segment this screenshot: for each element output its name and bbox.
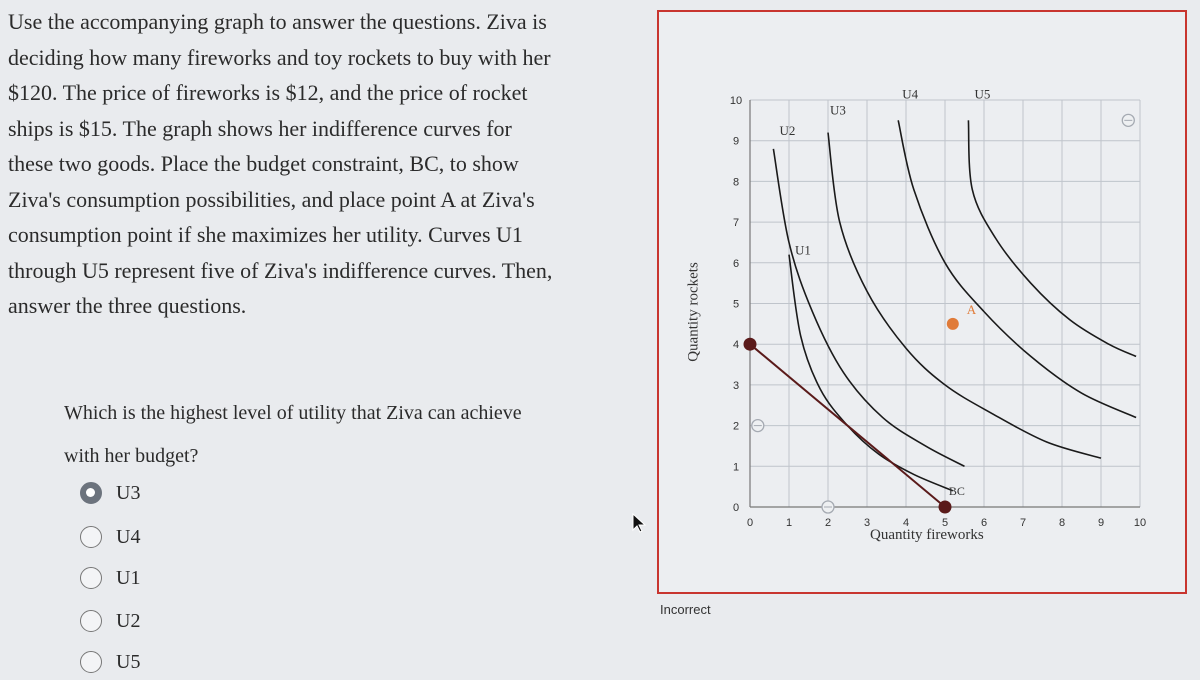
x-tick-label: 5 xyxy=(941,517,949,529)
option-u1[interactable] xyxy=(80,564,140,592)
option-u3[interactable] xyxy=(80,479,140,507)
option-label: U5 xyxy=(116,650,141,673)
radio-button[interactable] xyxy=(80,526,102,548)
option-u4[interactable] xyxy=(80,523,140,551)
x-tick-label: 7 xyxy=(1019,517,1027,529)
option-label: U3 xyxy=(116,481,141,504)
graph-panel xyxy=(657,10,1187,594)
indifference-curve-label: U4 xyxy=(902,86,919,102)
option-label: U1 xyxy=(116,566,141,589)
x-tick-label: 2 xyxy=(824,517,832,529)
point-a-label: A xyxy=(966,301,977,317)
question-line: answer the three questions. xyxy=(8,293,247,318)
question-line: through U5 represent five of Ziva's indifference curves. Then, xyxy=(8,257,553,283)
y-axis-label: Quantity rockets xyxy=(685,262,702,362)
subquestion-line: Which is the highest level of utility that Ziva can achieve xyxy=(64,402,522,424)
option-label: U4 xyxy=(116,525,141,548)
indifference-curve-label: U3 xyxy=(830,102,846,118)
option-u2[interactable] xyxy=(80,607,140,635)
x-tick-label: 4 xyxy=(902,517,910,529)
radio-button-selected[interactable] xyxy=(80,482,102,504)
x-tick-label: 0 xyxy=(746,517,754,529)
budget-endpoint-marker[interactable] xyxy=(939,501,952,514)
x-tick-label: 8 xyxy=(1058,517,1066,529)
question-line: Use the accompanying graph to answer the questions. Ziva is xyxy=(8,9,547,34)
option-label: U2 xyxy=(116,609,141,632)
y-tick-label: 6 xyxy=(732,257,740,270)
subquestion-text xyxy=(64,392,624,478)
indifference-curve-label: U5 xyxy=(974,86,991,102)
indifference-curve-label: U1 xyxy=(795,242,811,258)
x-tick-label: 9 xyxy=(1097,517,1105,529)
question-line: deciding how many fireworks and toy rockets to buy with her xyxy=(8,44,551,70)
feedback-text: Incorrect xyxy=(660,602,711,617)
x-tick-label: 3 xyxy=(863,517,871,529)
y-tick-label: 0 xyxy=(732,502,740,514)
x-axis-label: Quantity fireworks xyxy=(870,527,984,543)
radio-button[interactable] xyxy=(80,567,102,589)
x-tick-label: 6 xyxy=(980,517,988,529)
radio-button[interactable] xyxy=(80,651,102,673)
question-text xyxy=(8,4,628,324)
radio-button[interactable] xyxy=(80,610,102,632)
y-tick-label: 4 xyxy=(732,339,740,352)
option-u5[interactable] xyxy=(80,648,140,676)
indifference-curve-label: U2 xyxy=(779,122,796,138)
question-line: ships is $15. The graph shows her indifference curves for xyxy=(8,115,512,141)
mouse-pointer-icon xyxy=(630,512,650,534)
question-line: these two goods. Place the budget constraint, BC, to show xyxy=(8,151,519,176)
budget-endpoint-marker[interactable] xyxy=(744,338,757,351)
y-tick-label: 3 xyxy=(732,379,740,392)
y-tick-label: 5 xyxy=(732,298,740,311)
point-a-marker[interactable] xyxy=(947,318,959,330)
question-line: $120. The price of fireworks is $12, and the price of rocket xyxy=(8,80,528,105)
x-tick-label: 10 xyxy=(1133,517,1147,529)
y-tick-label: 1 xyxy=(732,461,740,474)
y-tick-label: 8 xyxy=(732,176,740,189)
subquestion-line: with her budget? xyxy=(64,445,199,467)
question-line: consumption point if she maximizes her utility. Curves U1 xyxy=(8,222,523,247)
y-tick-label: 10 xyxy=(729,95,743,107)
y-tick-label: 7 xyxy=(732,217,740,230)
budget-constraint-label: BC xyxy=(948,483,965,498)
x-tick-label: 1 xyxy=(785,517,793,529)
y-tick-label: 2 xyxy=(732,420,740,433)
question-line: Ziva's consumption possibilities, and place point A at Ziva's xyxy=(8,186,535,212)
y-tick-label: 9 xyxy=(732,135,740,148)
